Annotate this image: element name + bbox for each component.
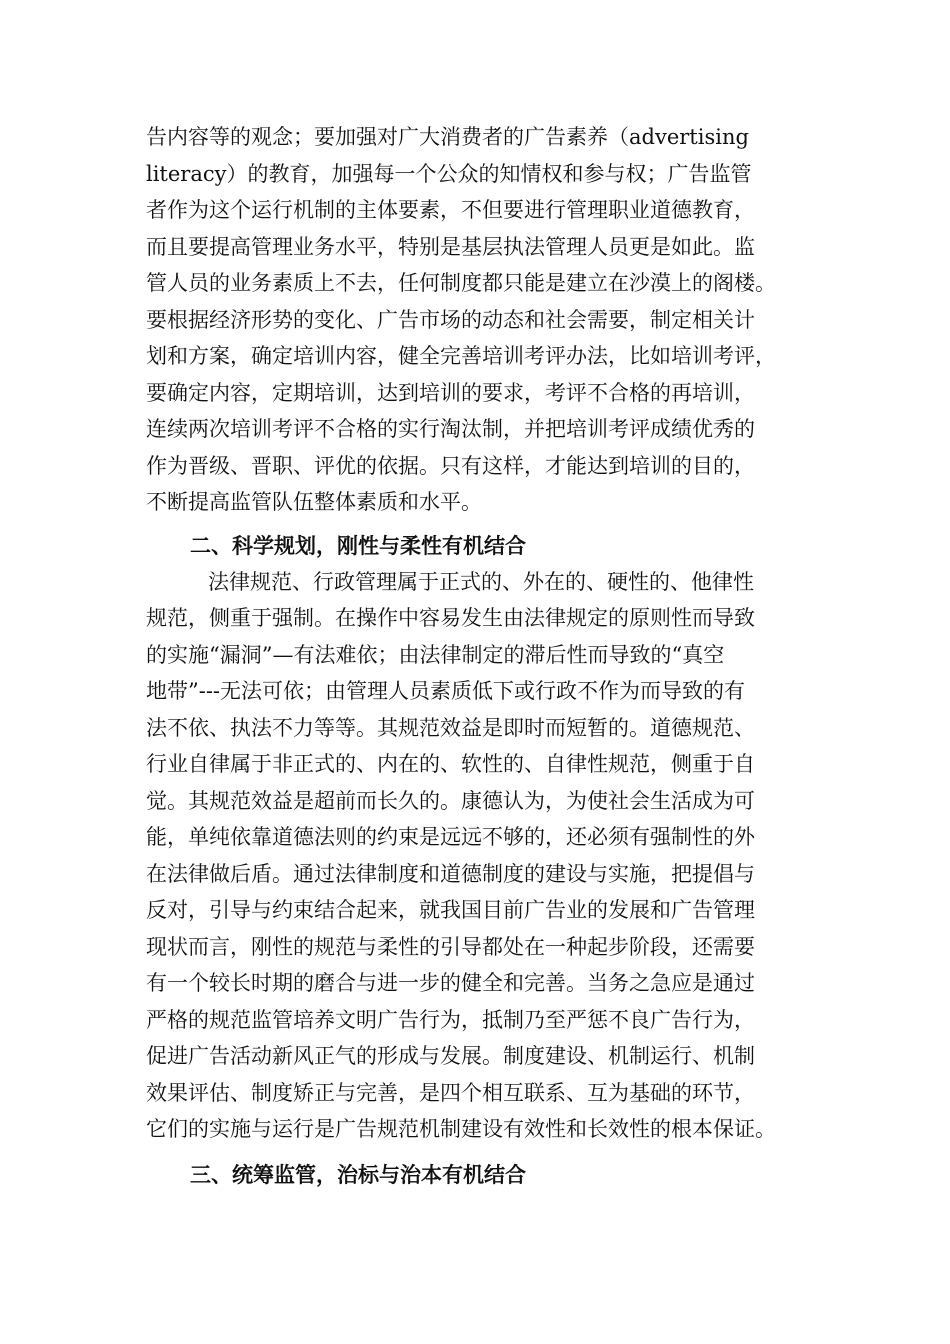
paragraph-2-line: 法律规范、行政管理属于正式的、外在的、硬性的、他律性 [208,570,754,594]
paragraph-2-line: 它们的实施与运行是广告规范机制建设有效性和长效性的根本保证。 [146,1117,776,1141]
paragraph-1-line: 要确定内容，定期培训，达到培训的要求，考评不合格的再培训， [146,381,755,405]
paragraph-1-line: 划和方案，确定培训内容，健全完善培训考评办法，比如培训考评， [146,344,776,368]
paragraph-1-line: 连续两次培训考评不合格的实行淘汰制，并把培训考评成绩优秀的 [146,417,755,441]
paragraph-1-line: 告内容等的观念；要加强对广大消费者的广告素养（advertising [146,125,749,149]
paragraph-1-line: 管人员的业务素质上不去，任何制度都只能是建立在沙漠上的阁楼。 [146,271,776,295]
paragraph-1-line: literacy）的教育，加强每一个公众的知情权和参与权；广告监管 [146,162,752,186]
paragraph-2-line: 觉。其规范效益是超前而长久的。康德认为，为使社会生活成为可 [146,789,755,813]
paragraph-1-line: 而且要提高管理业务水平，特别是基层执法管理人员更是如此。监 [146,235,755,259]
paragraph-2-line: 地带”---无法可依；由管理人员素质低下或行政不作为而导致的有 [146,679,746,703]
paragraph-2-line: 能，单纯依靠道德法则的约束是远远不够的，还必须有强制性的外 [146,825,755,849]
paragraph-1-line: 要根据经济形势的变化、广告市场的动态和社会需要，制定相关计 [146,308,755,332]
paragraph-2-line: 现状而言，刚性的规范与柔性的引导都处在一种起步阶段，还需要 [146,935,755,959]
paragraph-2-line: 法不依、执法不力等等。其规范效益是即时而短暂的。道德规范、 [146,716,755,740]
paragraph-2-line: 在法律做后盾。通过法律制度和道德制度的建设与实施，把提倡与 [146,862,755,886]
paragraph-2-line: 规范，侧重于强制。在操作中容易发生由法律规定的原则性而导致 [146,606,755,630]
paragraph-2-line: 有一个较长时期的磨合与进一步的健全和完善。当务之急应是通过 [146,971,755,995]
section-heading-3: 三、统筹监管，治标与治本有机结合 [190,1163,526,1187]
paragraph-2-line: 严格的规范监管培养文明广告行为，抵制乃至严惩不良广告行为， [146,1008,755,1032]
paragraph-2-line: 反对，引导与约束结合起来，就我国目前广告业的发展和广告管理 [146,898,755,922]
section-heading-2: 二、科学规划，刚性与柔性有机结合 [190,534,526,558]
paragraph-2-line: 效果评估、制度矫正与完善，是四个相互联系、互为基础的环节， [146,1081,755,1105]
paragraph-1-line: 不断提高监管队伍整体素质和水平。 [146,490,482,514]
paragraph-2-line: 行业自律属于非正式的、内在的、软性的、自律性规范，侧重于自 [146,752,755,776]
paragraph-1-line: 者作为这个运行机制的主体要素，不但要进行管理职业道德教育， [146,198,755,222]
paragraph-2-line: 的实施“漏洞”—有法难依；由法律制定的滞后性而导致的“真空 [146,643,725,667]
paragraph-1-line: 作为晋级、晋职、评优的依据。只有这样，才能达到培训的目的， [146,454,755,478]
paragraph-2-line: 促进广告活动新风正气的形成与发展。制度建设、机制运行、机制 [146,1044,755,1068]
